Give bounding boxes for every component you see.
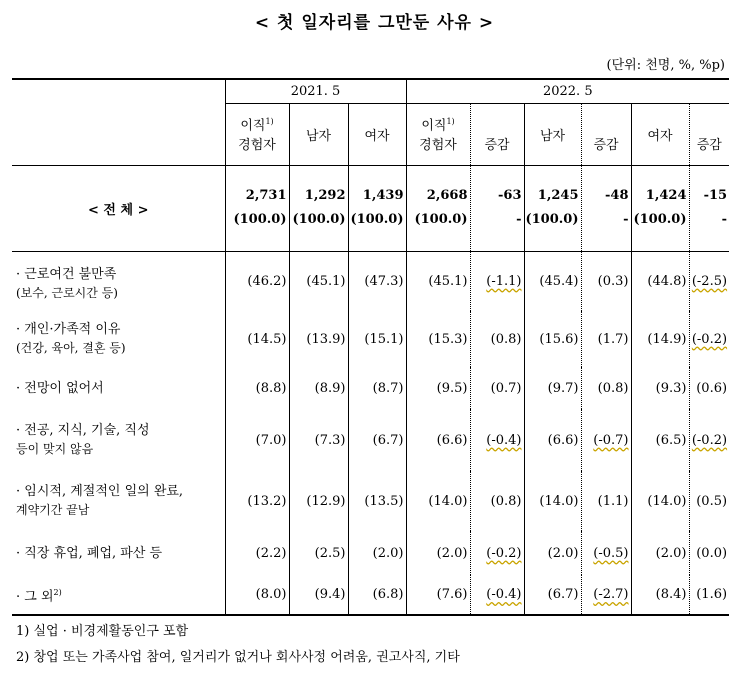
total-cell [289,165,348,251]
total-cell [524,165,581,251]
change-cell: (-0.4) [470,575,524,615]
total-row [12,165,729,251]
row-label-main: · 전공, 지식, 기술, 직성 [16,423,150,438]
value-cell: (14.5) [225,311,289,367]
total-count: 1,439 [362,188,404,203]
table-row [12,531,729,575]
total-cell [348,165,406,251]
value-cell: (45.1) [289,251,348,311]
total-share: (100.0) [525,212,579,227]
total-cell [406,165,470,251]
total-count: -63 [498,188,522,203]
row-label-main: · 전망이 없어서 [16,380,104,396]
col-female-2022: 여자 [631,103,689,165]
row-label [12,311,225,367]
row-label [12,367,225,409]
value-cell: (8.7) [348,367,406,409]
unit-label: (단위: 천명, %, %p) [606,58,725,73]
value-cell: (6.8) [348,575,406,615]
total-count: 2,731 [245,188,287,203]
table-row [12,367,729,409]
total-cell [225,165,289,251]
period-2022: 2022. 5 [406,79,729,103]
change-cell: (-2.7) [581,575,631,615]
value-cell: (9.5) [406,367,470,409]
change-cell: (-0.4) [470,409,524,471]
row-label [12,575,225,615]
value-cell: (2.0) [631,531,689,575]
total-cell [581,165,631,251]
row-label-sub: (건강, 육아, 결혼 등) [16,341,126,355]
row-label [12,251,225,311]
change-cell: (0.3) [581,251,631,311]
total-label: < 전 체 > [12,165,225,251]
value-cell: (14.0) [631,471,689,531]
value-cell: (6.7) [524,575,581,615]
value-cell: (14.9) [631,311,689,367]
col-change-female: 증감 [689,103,729,165]
table-row [12,409,729,471]
total-share: (100.0) [350,212,404,227]
value-cell: (8.4) [631,575,689,615]
value-cell: (9.7) [524,367,581,409]
footnote-2: 2) 창업 또는 가족사업 참여, 일거리가 없거나 회사사정 어려움, 권고사직, 기타 [16,650,460,665]
total-count: -48 [605,188,629,203]
change-cell: (0.8) [581,367,631,409]
value-cell: (45.4) [524,251,581,311]
reason-table [12,78,729,616]
value-cell: (9.4) [289,575,348,615]
reason-rows [12,251,729,615]
value-cell: (45.1) [406,251,470,311]
total-count: -15 [703,188,728,203]
change-cell: (-1.1) [470,251,524,311]
value-cell: (2.2) [225,531,289,575]
change-cell: (-0.2) [689,311,729,367]
value-cell: (8.0) [225,575,289,615]
value-cell: (46.2) [225,251,289,311]
value-cell: (7.3) [289,409,348,471]
value-cell: (47.3) [348,251,406,311]
total-cell [631,165,689,251]
row-label-sub: (보수, 근로시간 등) [16,286,118,301]
value-cell: (44.8) [631,251,689,311]
value-cell: (2.0) [348,531,406,575]
total-share: (100.0) [292,212,346,227]
row-label-main: · 그 외 [16,589,54,605]
table-row [12,575,729,615]
change-cell: (0.7) [470,367,524,409]
row-label [12,409,225,471]
value-cell: (6.6) [524,409,581,471]
value-cell: (13.2) [225,471,289,531]
col-female-2021: 여자 [348,103,406,165]
total-cell [470,165,524,251]
col-change-exp: 증감 [470,103,524,165]
change-cell: (1.6) [689,575,729,615]
change-cell: (0.6) [689,367,729,409]
value-cell: (2.0) [406,531,470,575]
value-cell: (9.3) [631,367,689,409]
change-cell: (-2.5) [689,251,729,311]
value-cell: (13.9) [289,311,348,367]
footnote-1: 1) 실업 · 비경제활동인구 포함 [16,624,189,639]
total-cell [689,165,729,251]
change-cell: (-0.2) [470,531,524,575]
total-count: 2,668 [426,188,468,203]
total-share: - [721,212,728,227]
value-cell: (6.5) [631,409,689,471]
value-cell: (8.8) [225,367,289,409]
value-cell: (14.0) [524,471,581,531]
col-change-male: 증감 [581,103,631,165]
row-label-main: · 직장 휴업, 폐업, 파산 등 [16,545,163,561]
total-share: (100.0) [633,212,687,227]
table-row [12,471,729,531]
value-cell: (15.6) [524,311,581,367]
total-share: - [623,212,629,227]
col-exp-2021: 이직$^{1)}$ 경험자 [225,103,289,165]
value-cell: (6.6) [406,409,470,471]
row-label-sub: 등이 맞지 않음 [16,442,94,456]
value-cell: (15.1) [348,311,406,367]
change-cell: (-0.2) [689,409,729,471]
change-cell: (1.7) [581,311,631,367]
value-cell: (7.6) [406,575,470,615]
col-male-2021: 남자 [289,103,348,165]
total-share: (100.0) [414,212,468,227]
row-label-sub: 계약기간 끝남 [16,503,90,517]
total-share: (100.0) [233,212,287,227]
row-label-main: · 임시적, 계절적인 일의 완료, [16,484,184,499]
value-cell: (8.9) [289,367,348,409]
change-cell: (1.1) [581,471,631,531]
row-label [12,471,225,531]
row-label [12,531,225,575]
change-cell: (0.5) [689,471,729,531]
value-cell: (13.5) [348,471,406,531]
value-cell: (7.0) [225,409,289,471]
total-share: - [516,212,522,227]
total-count: 1,245 [537,188,579,203]
change-cell: (0.8) [470,311,524,367]
table-row [12,251,729,311]
table-row [12,311,729,367]
total-count: 1,292 [304,188,346,203]
table-title: < 첫 일자리를 그만둔 사유 > [254,13,495,33]
col-exp-2022: 이직$^{1)}$ 경험자 [406,103,470,165]
value-cell: (2.5) [289,531,348,575]
footnote-ref: 2) [53,587,62,597]
value-cell: (12.9) [289,471,348,531]
change-cell: (0.8) [470,471,524,531]
total-count: 1,424 [645,188,687,203]
value-cell: (2.0) [524,531,581,575]
row-label-main: · 근로여건 불만족 [16,267,117,283]
row-label-main: · 개인·가족적 이유 [16,322,121,337]
change-cell: (-0.5) [581,531,631,575]
change-cell: (-0.7) [581,409,631,471]
period-2021: 2021. 5 [225,79,406,103]
change-cell: (0.0) [689,531,729,575]
value-cell: (14.0) [406,471,470,531]
value-cell: (6.7) [348,409,406,471]
col-male-2022: 남자 [524,103,581,165]
value-cell: (15.3) [406,311,470,367]
